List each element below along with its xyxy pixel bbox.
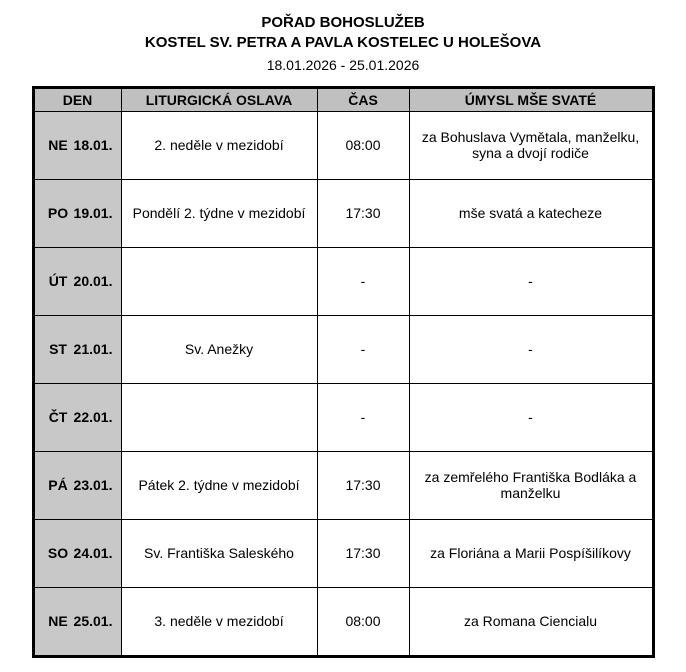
day-date: 19.01.	[73, 205, 113, 221]
day-date: 23.01.	[73, 477, 113, 493]
day-abbrev: NE	[48, 613, 68, 629]
intention-cell: -	[409, 247, 653, 315]
column-header-intention: ÚMYSL MŠE SVATÉ	[409, 87, 653, 111]
time-cell: -	[317, 247, 409, 315]
table-row	[33, 179, 653, 247]
title-block	[0, 13, 686, 73]
day-cell	[33, 179, 121, 247]
day-abbrev: NE	[48, 137, 68, 153]
table-row	[33, 587, 653, 656]
table-body	[33, 111, 653, 656]
liturgical-cell: Sv. Anežky	[121, 315, 317, 383]
day-cell	[33, 247, 121, 315]
liturgical-cell	[121, 383, 317, 451]
day-abbrev: ÚT	[48, 273, 68, 289]
page-subtitle: KOSTEL SV. PETRA A PAVLA KOSTELEC U HOLEŠOVA	[144, 34, 542, 52]
day-date: 18.01.	[73, 137, 113, 153]
liturgical-cell: 3. neděle v mezidobí	[121, 587, 317, 656]
page-title: POŘAD BOHOSLUŽEB	[261, 14, 425, 31]
time-cell: -	[317, 315, 409, 383]
day-cell	[33, 111, 121, 179]
day-cell	[33, 519, 121, 587]
time-cell: 17:30	[317, 179, 409, 247]
time-cell: 08:00	[317, 587, 409, 656]
schedule-table	[32, 86, 655, 658]
table-row	[33, 315, 653, 383]
day-date: 25.01.	[73, 613, 113, 629]
intention-cell: za zemřelého Františka Bodláka a manželku	[409, 451, 653, 519]
time-cell: -	[317, 383, 409, 451]
date-range: 18.01.2026 - 25.01.2026	[266, 56, 420, 73]
day-date: 21.01.	[73, 341, 113, 357]
time-cell: 17:30	[317, 519, 409, 587]
column-header-time: ČAS	[317, 87, 409, 111]
liturgical-cell: Pátek 2. týdne v mezidobí	[121, 451, 317, 519]
day-cell	[33, 587, 121, 656]
day-cell	[33, 383, 121, 451]
intention-cell: -	[409, 383, 653, 451]
day-abbrev: PO	[47, 205, 69, 221]
intention-cell: -	[409, 315, 653, 383]
time-cell: 08:00	[317, 111, 409, 179]
time-cell: 17:30	[317, 451, 409, 519]
table-row	[33, 383, 653, 451]
liturgical-cell	[121, 247, 317, 315]
day-cell	[33, 451, 121, 519]
day-abbrev: ST	[49, 341, 67, 357]
day-abbrev: SO	[47, 545, 69, 561]
intention-cell: mše svatá a katecheze	[409, 179, 653, 247]
intention-cell: za Romana Ciencialu	[409, 587, 653, 656]
intention-cell: za Floriána a Marii Pospíšilíkovy	[409, 519, 653, 587]
day-date: 22.01.	[73, 409, 113, 425]
liturgical-cell: 2. neděle v mezidobí	[121, 111, 317, 179]
liturgical-cell: Pondělí 2. týdne v mezidobí	[121, 179, 317, 247]
table-row	[33, 247, 653, 315]
column-header-liturgical: LITURGICKÁ OSLAVA	[121, 87, 317, 111]
column-header-den: DEN	[33, 87, 121, 111]
table-row	[33, 451, 653, 519]
day-date: 24.01.	[73, 545, 113, 561]
day-cell	[33, 315, 121, 383]
intention-cell: za Bohuslava Vymětala, manželku, syna a dvojí rodiče	[409, 111, 653, 179]
day-abbrev: ČT	[48, 409, 68, 425]
table-header-row	[33, 87, 653, 111]
day-abbrev: PÁ	[48, 477, 68, 493]
day-date: 20.01.	[73, 273, 113, 289]
table-row	[33, 519, 653, 587]
liturgical-cell: Sv. Františka Saleského	[121, 519, 317, 587]
table-row	[33, 111, 653, 179]
